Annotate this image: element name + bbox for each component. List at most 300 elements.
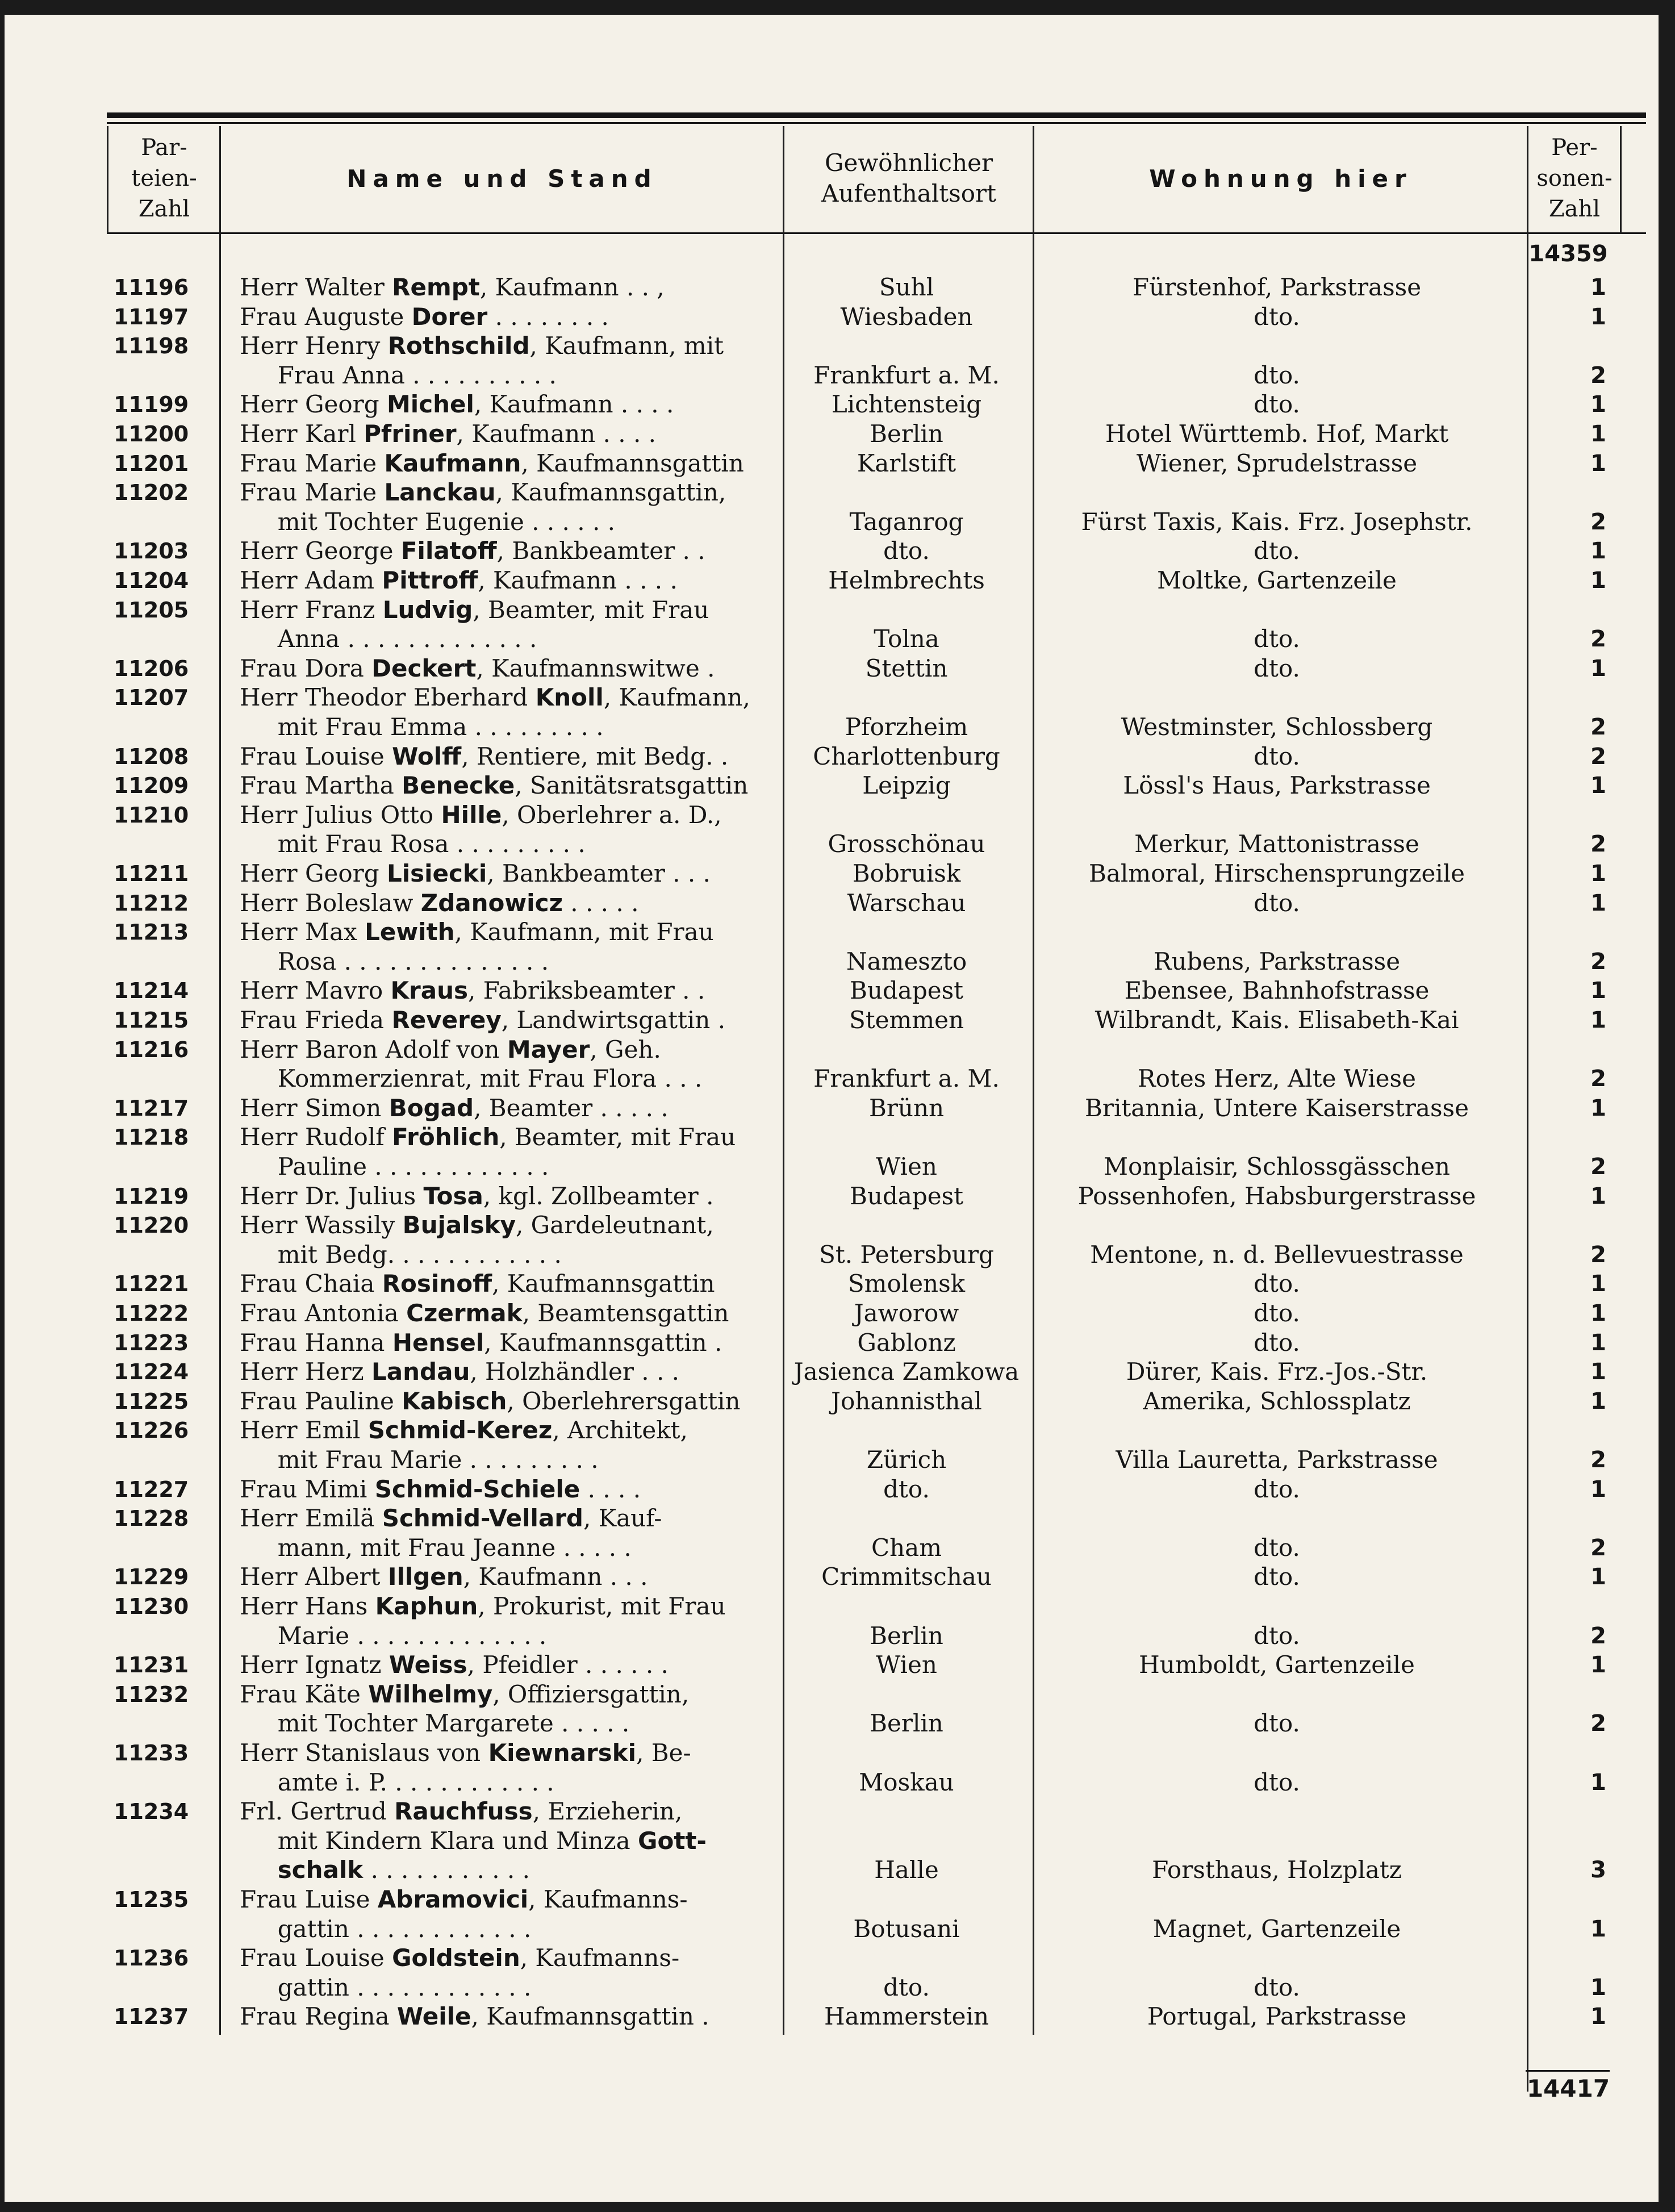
local-residence: dto.	[1254, 742, 1300, 770]
occupation: , Rentiere, mit Bedg. .	[461, 742, 729, 770]
name-prefix: mit Frau Marie . . . . . . . . .	[240, 1446, 599, 1474]
party-number: 11201	[114, 450, 189, 476]
table-row	[5, 976, 1659, 1005]
usual-residence	[782, 1592, 1031, 1621]
table-row	[5, 1797, 1659, 1826]
person-count: 1	[1590, 1359, 1606, 1385]
name-and-status	[240, 859, 774, 888]
surname: Abramovici	[377, 1885, 529, 1913]
name-and-status	[240, 1709, 774, 1738]
name-prefix: Herr Stanislaus von	[240, 1739, 488, 1767]
table-row	[5, 449, 1659, 478]
table-row	[5, 1240, 1659, 1270]
party-number: 11236	[114, 1946, 189, 1971]
local-residence: Forsthaus, Holzplatz	[1152, 1856, 1402, 1884]
table-row	[5, 683, 1659, 712]
usual-residence: Halle	[874, 1856, 939, 1884]
table-row	[5, 1445, 1659, 1475]
local-residence: dto.	[1254, 390, 1300, 419]
name-prefix: Frau Louise	[240, 1944, 392, 1972]
occupation: , Kaufmannsgattin	[521, 449, 744, 477]
person-count: 2	[1590, 362, 1606, 389]
table-row	[5, 1182, 1659, 1211]
name-prefix: Frau Martha	[240, 771, 402, 800]
usual-residence: Bobruisk	[852, 859, 961, 887]
local-residence: Ebensee, Bahnhofstrasse	[1124, 976, 1430, 1005]
occupation: . . . . .	[562, 888, 639, 917]
surname: Pfriner	[364, 420, 457, 448]
name-prefix: Herr Hans	[240, 1592, 375, 1620]
person-count: 2	[1590, 714, 1606, 740]
table-row	[5, 712, 1659, 742]
local-residence: dto.	[1254, 537, 1300, 565]
occupation: , Oberlehrersgattin	[507, 1387, 741, 1415]
name-prefix: Herr Emilä	[240, 1504, 382, 1533]
table-row	[5, 1533, 1659, 1563]
party-number: 11217	[114, 1095, 189, 1121]
name-prefix: Herr Baron Adolf von	[240, 1035, 507, 1063]
local-residence: dto.	[1254, 625, 1300, 653]
name-prefix: Herr Walter	[240, 273, 392, 301]
usual-residence: Berlin	[870, 1621, 943, 1650]
party-number	[114, 1768, 214, 1797]
party-number: 11205	[114, 597, 189, 623]
local-residence	[1038, 1592, 1515, 1621]
occupation: , Bankbeamter . . .	[487, 859, 711, 887]
top-rule-thin	[107, 122, 1646, 124]
occupation: , Kaufmann . . .	[463, 1563, 648, 1591]
usual-residence	[782, 800, 1031, 830]
usual-residence: Pforzheim	[845, 713, 968, 741]
register-page	[5, 15, 1659, 2202]
table-row	[5, 507, 1659, 537]
local-residence: Mentone, n. d. Bellevuestrasse	[1090, 1240, 1464, 1268]
party-number	[114, 1152, 214, 1182]
local-residence	[1038, 1826, 1515, 1856]
usual-residence: Suhl	[879, 273, 934, 301]
person-count: 1	[1590, 655, 1606, 682]
person-count: 1	[1590, 1300, 1606, 1326]
party-number: 11223	[114, 1330, 189, 1355]
table-row	[5, 1709, 1659, 1738]
table-row	[5, 1064, 1659, 1094]
party-number: 11231	[114, 1652, 189, 1678]
local-residence: dto.	[1254, 1621, 1300, 1650]
table-row	[5, 1299, 1659, 1328]
usual-residence: Brünn	[868, 1094, 945, 1122]
name-and-status	[240, 2002, 774, 2031]
name-prefix: Frau Hanna	[240, 1328, 392, 1357]
name-prefix: Herr Karl	[240, 420, 364, 448]
person-count	[1532, 478, 1606, 507]
name-and-status	[240, 1005, 774, 1035]
local-residence: Britannia, Untere Kaiserstrasse	[1085, 1094, 1469, 1122]
name-prefix: gattin . . . . . . . . . . . .	[240, 1914, 532, 1943]
name-and-status	[240, 624, 774, 654]
name-and-status	[240, 449, 774, 478]
name-prefix: mit Frau Emma . . . . . . . . .	[240, 713, 604, 741]
name-prefix: mit Tochter Eugenie . . . . . .	[240, 507, 616, 536]
usual-residence	[782, 1738, 1031, 1768]
surname: Rothschild	[387, 332, 530, 360]
usual-residence: St. Petersburg	[819, 1240, 994, 1268]
name-and-status	[240, 1211, 774, 1240]
occupation: , Be-	[636, 1739, 691, 1767]
surname: Rauchfuss	[394, 1797, 533, 1826]
local-residence: Possenhofen, Habsburgerstrasse	[1077, 1182, 1476, 1210]
surname: Goldstein	[392, 1944, 520, 1972]
occupation: , Kaufmannsgattin .	[484, 1328, 722, 1357]
carry-over-count: 14359	[1528, 241, 1608, 267]
local-residence	[1038, 917, 1515, 947]
name-prefix: Frau Marie	[240, 449, 385, 477]
party-number	[114, 1445, 214, 1475]
usual-residence	[782, 1680, 1031, 1709]
party-number: 11224	[114, 1359, 189, 1385]
surname: Pittroff	[382, 566, 478, 594]
person-count: 1	[1590, 303, 1606, 330]
name-prefix: Frau Frieda	[240, 1006, 392, 1034]
surname: Lewith	[365, 918, 455, 946]
table-row	[5, 595, 1659, 625]
person-count: 1	[1590, 567, 1606, 594]
person-count: 1	[1590, 538, 1606, 565]
surname: Landau	[371, 1358, 470, 1386]
person-count: 1	[1590, 1476, 1606, 1503]
table-row	[5, 742, 1659, 771]
name-prefix: Herr Mavro	[240, 976, 391, 1005]
person-count: 2	[1590, 1154, 1606, 1180]
table-row	[5, 331, 1659, 361]
name-and-status	[240, 1592, 774, 1621]
name-prefix: Herr Ignatz	[240, 1651, 389, 1679]
usual-residence: Frankfurt a. M.	[813, 361, 1000, 389]
name-and-status	[240, 800, 774, 830]
local-residence: Fürstenhof, Parkstrasse	[1132, 273, 1422, 301]
name-and-status	[240, 1269, 774, 1299]
party-number: 11225	[114, 1388, 189, 1414]
local-residence: dto.	[1254, 1328, 1300, 1357]
usual-residence: Helmbrechts	[828, 566, 985, 594]
party-number	[114, 1709, 214, 1738]
table-row	[5, 1475, 1659, 1504]
local-residence: dto.	[1254, 1299, 1300, 1327]
name-prefix: Frau Louise	[240, 742, 392, 770]
person-count: 2	[1590, 743, 1606, 770]
party-number: 11197	[114, 304, 189, 329]
usual-residence: Warschau	[847, 888, 966, 917]
local-residence	[1038, 331, 1515, 361]
person-count: 1	[1590, 450, 1606, 477]
table-row	[5, 1680, 1659, 1709]
name-prefix: Herr Julius Otto	[240, 800, 441, 829]
surname: Deckert	[371, 654, 477, 682]
surname: Bogad	[389, 1094, 474, 1122]
local-residence	[1038, 1797, 1515, 1826]
party-number: 11222	[114, 1301, 189, 1326]
name-and-status	[240, 1855, 774, 1885]
table-row	[5, 1357, 1659, 1387]
usual-residence	[782, 1943, 1031, 1973]
local-residence: dto.	[1254, 1533, 1300, 1562]
table-row	[5, 917, 1659, 947]
party-number: 11212	[114, 890, 189, 916]
person-count: 1	[1590, 978, 1606, 1004]
local-residence: Wilbrandt, Kais. Elisabeth-Kai	[1095, 1006, 1459, 1034]
person-count	[1532, 1035, 1606, 1065]
local-residence: dto.	[1254, 1563, 1300, 1591]
name-and-status	[240, 1445, 774, 1475]
header-party-number: Par- teien- Zahl	[131, 135, 197, 222]
usual-residence	[782, 683, 1031, 712]
usual-residence	[782, 1797, 1031, 1826]
party-number: 11221	[114, 1271, 189, 1297]
table-row	[5, 1973, 1659, 2002]
name-and-status	[240, 566, 774, 595]
party-number: 11235	[114, 1887, 189, 1912]
name-prefix: mit Bedg. . . . . . . . . . . .	[240, 1240, 562, 1268]
local-residence: Rubens, Parkstrasse	[1153, 947, 1401, 975]
party-number: 11227	[114, 1476, 189, 1502]
name-prefix: Frau Luise	[240, 1885, 378, 1913]
name-and-status	[240, 1621, 774, 1651]
name-prefix: Herr Max	[240, 918, 365, 946]
table-row	[5, 2002, 1659, 2031]
surname: Kabisch	[402, 1387, 507, 1415]
person-count: 1	[1590, 1915, 1606, 1942]
surname: Benecke	[402, 771, 515, 800]
party-number: 11211	[114, 861, 189, 886]
usual-residence: Smolensk	[847, 1270, 966, 1298]
name-and-status	[240, 1885, 774, 1914]
name-prefix: Kommerzienrat, mit Frau Flora . . .	[240, 1065, 703, 1093]
name-prefix: Frau Antonia	[240, 1299, 407, 1327]
name-prefix: Marie . . . . . . . . . . . . .	[240, 1621, 547, 1650]
name-and-status	[240, 1240, 774, 1270]
table-row	[5, 829, 1659, 859]
name-prefix: Anna . . . . . . . . . . . . .	[240, 625, 537, 653]
name-and-status	[240, 771, 774, 800]
party-number: 11219	[114, 1183, 189, 1209]
person-count: 1	[1590, 1652, 1606, 1679]
occupation: , Kaufmann,	[603, 683, 750, 712]
local-residence	[1038, 595, 1515, 625]
name-and-status	[240, 1973, 774, 2002]
table-row	[5, 1211, 1659, 1240]
usual-residence: Tolna	[874, 625, 939, 653]
name-and-status	[240, 1738, 774, 1768]
usual-residence	[782, 1035, 1031, 1065]
occupation: . . . . . . . . . . .	[363, 1856, 530, 1884]
local-residence: Rotes Herz, Alte Wiese	[1138, 1065, 1416, 1093]
local-residence: Dürer, Kais. Frz.-Jos.-Str.	[1126, 1358, 1428, 1386]
table-row	[5, 1914, 1659, 1944]
surname: Wilhelmy	[368, 1680, 493, 1708]
person-count: 2	[1590, 948, 1606, 975]
person-count: 1	[1590, 1007, 1606, 1033]
person-count: 1	[1590, 890, 1606, 916]
surname: Knoll	[535, 683, 604, 712]
name-and-status	[240, 1504, 774, 1533]
name-and-status	[240, 1182, 774, 1211]
usual-residence	[782, 1826, 1031, 1856]
person-count	[1532, 1504, 1606, 1533]
name-and-status	[240, 1387, 774, 1416]
name-prefix: mit Frau Rosa . . . . . . . . .	[240, 830, 586, 858]
header-residence-here: Wohnung hier	[1149, 164, 1413, 193]
party-number: 11208	[114, 744, 189, 769]
person-count: 1	[1590, 421, 1606, 447]
usual-residence	[782, 331, 1031, 361]
party-number: 11200	[114, 421, 189, 446]
name-and-status	[240, 1094, 774, 1123]
occupation: , Kaufmann . . . .	[478, 566, 678, 594]
name-prefix: Herr Henry	[240, 332, 388, 360]
occupation: , Kaufmann . . . .	[474, 390, 674, 419]
usual-residence: Berlin	[870, 1709, 943, 1738]
surname: Weiss	[389, 1651, 467, 1679]
table-row	[5, 361, 1659, 390]
person-count	[1532, 800, 1606, 830]
table-row	[5, 1328, 1659, 1358]
party-number	[114, 1621, 214, 1651]
local-residence: Amerika, Schlossplatz	[1143, 1387, 1411, 1415]
table-row	[5, 654, 1659, 683]
table-row	[5, 1122, 1659, 1152]
person-count: 1	[1590, 1388, 1606, 1414]
name-and-status	[240, 1035, 774, 1065]
name-prefix: Herr Theodor Eberhard	[240, 683, 536, 712]
usual-residence: Moskau	[859, 1768, 954, 1796]
party-number	[114, 947, 214, 976]
local-residence: Moltke, Gartenzeile	[1157, 566, 1397, 594]
local-residence: Magnet, Gartenzeile	[1152, 1914, 1401, 1943]
name-and-status	[240, 654, 774, 683]
party-number: 11196	[114, 275, 189, 300]
party-number: 11218	[114, 1125, 189, 1150]
name-and-status	[240, 536, 774, 566]
table-row	[5, 273, 1659, 302]
local-residence: dto.	[1254, 1475, 1300, 1503]
party-number: 11209	[114, 773, 189, 799]
party-number: 11202	[114, 480, 189, 506]
occupation: , Oberlehrer a. D.,	[502, 800, 722, 829]
person-count: 1	[1590, 1974, 1606, 2001]
name-prefix: Frau Anna . . . . . . . . . .	[240, 361, 557, 389]
person-count	[1532, 1122, 1606, 1152]
name-and-status	[240, 1357, 774, 1387]
party-number	[114, 624, 214, 654]
surname: Schmid-Kerez	[367, 1416, 553, 1445]
local-residence	[1038, 1680, 1515, 1709]
occupation: , Pfeidler . . . . . .	[467, 1651, 669, 1679]
party-number: 11203	[114, 539, 189, 564]
party-number: 11228	[114, 1506, 189, 1531]
party-number: 11214	[114, 978, 189, 1004]
usual-residence: dto.	[883, 537, 930, 565]
name-and-status	[240, 888, 774, 918]
party-number	[114, 1914, 214, 1944]
local-residence: Portugal, Parkstrasse	[1147, 2002, 1407, 2031]
person-count: 1	[1590, 773, 1606, 799]
surname: Weile	[396, 2002, 471, 2031]
name-prefix: mann, mit Frau Jeanne . . . . .	[240, 1533, 632, 1562]
name-and-status	[240, 1797, 774, 1826]
name-prefix: Herr Wassily	[240, 1211, 403, 1239]
name-and-status	[240, 390, 774, 419]
table-row	[5, 390, 1659, 419]
usual-residence: Frankfurt a. M.	[813, 1065, 1000, 1093]
local-residence: dto.	[1254, 1973, 1300, 2001]
name-prefix: Frau Regina	[240, 2002, 397, 2031]
person-count	[1532, 1211, 1606, 1240]
table-row	[5, 624, 1659, 654]
occupation: , Geh.	[590, 1035, 661, 1063]
usual-residence	[782, 595, 1031, 625]
name-and-status	[240, 917, 774, 947]
name-and-status	[240, 273, 774, 302]
local-residence	[1038, 1035, 1515, 1065]
surname: Gott-	[637, 1826, 707, 1855]
name-prefix: Frau Pauline	[240, 1387, 402, 1415]
party-number: 11234	[114, 1799, 189, 1825]
person-count: 1	[1590, 1329, 1606, 1356]
occupation: . . . . . . . .	[487, 302, 609, 331]
local-residence	[1038, 800, 1515, 830]
local-residence	[1038, 1885, 1515, 1914]
name-and-status	[240, 1416, 774, 1445]
local-residence: dto.	[1254, 888, 1300, 917]
person-count: 3	[1590, 1857, 1606, 1884]
party-number	[114, 1973, 214, 2002]
name-and-status	[240, 1328, 774, 1358]
party-number: 11204	[114, 568, 189, 593]
local-residence	[1038, 1738, 1515, 1768]
name-prefix: Pauline . . . . . . . . . . . .	[240, 1153, 549, 1180]
usual-residence: Wiesbaden	[840, 302, 973, 331]
header-usual-residence: Gewöhnlicher Aufenthaltsort	[821, 149, 996, 207]
surname: schalk	[277, 1856, 364, 1884]
local-residence: Monplaisir, Schlossgässchen	[1104, 1153, 1450, 1180]
name-prefix: Herr Rudolf	[240, 1123, 392, 1151]
table-row	[5, 1416, 1659, 1445]
person-count: 2	[1590, 1534, 1606, 1561]
occupation: , Kaufmanns-	[528, 1885, 688, 1913]
column-divider	[107, 126, 108, 234]
person-count: 1	[1590, 1769, 1606, 1796]
table-row	[5, 771, 1659, 800]
name-and-status	[240, 1152, 774, 1182]
table-row	[5, 1621, 1659, 1651]
surname: Illgen	[387, 1563, 463, 1591]
name-and-status	[240, 1299, 774, 1328]
person-count: 2	[1590, 1447, 1606, 1473]
table-row	[5, 888, 1659, 918]
usual-residence: Gablonz	[857, 1328, 956, 1357]
local-residence	[1038, 478, 1515, 507]
party-number	[114, 1240, 214, 1270]
table-row	[5, 1269, 1659, 1299]
person-count: 2	[1590, 831, 1606, 858]
local-residence: dto.	[1254, 1768, 1300, 1796]
table-row	[5, 1826, 1659, 1856]
surname: Michel	[387, 390, 474, 419]
party-number: 11206	[114, 656, 189, 681]
table-row	[5, 1768, 1659, 1797]
surname: Kaphun	[375, 1592, 478, 1620]
table-row	[5, 478, 1659, 507]
name-and-status	[240, 742, 774, 771]
